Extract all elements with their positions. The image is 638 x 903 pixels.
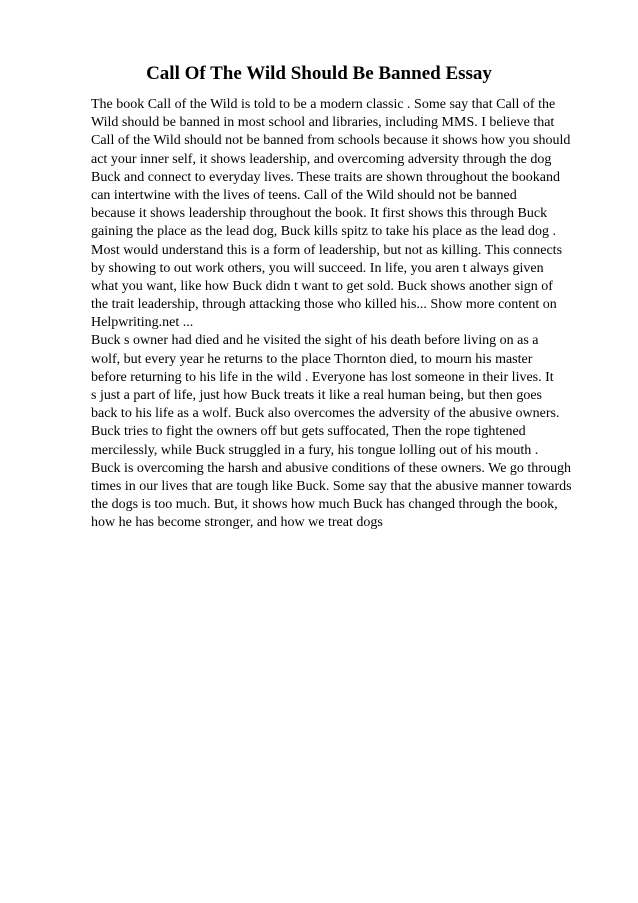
text-line: by showing to out work others, you will succeed. In life, you aren t always given bbox=[91, 260, 544, 276]
text-line: what you want, like how Buck didn t want to get sold. Buck shows another sign of bbox=[91, 278, 553, 294]
text-line: Buck is overcoming the harsh and abusive conditions of these owners. We go through bbox=[91, 460, 571, 476]
text-line: can intertwine with the lives of teens. Call of the Wild should not be banned bbox=[91, 187, 517, 203]
text-line: times in our lives that are tough like Buck. Some say that the abusive manner towards bbox=[91, 478, 572, 494]
text-line: gaining the place as the lead dog, Buck kills spitz to take his place as the lead dog . bbox=[91, 224, 556, 240]
text-line: Buck tries to fight the owners off but gets suffocated, Then the rope tightened bbox=[91, 424, 526, 440]
text-line: Wild should be banned in most school and libraries, including MMS. I believe that bbox=[91, 115, 555, 131]
text-line: the dogs is too much. But, it shows how much Buck has changed through the book, bbox=[91, 497, 558, 513]
essay-body bbox=[91, 96, 601, 533]
text-line: back to his life as a wolf. Buck also overcomes the adversity of the abusive owners. bbox=[91, 406, 560, 422]
text-line: Call of the Wild should not be banned from schools because it shows how you should bbox=[91, 133, 571, 149]
text-line: because it shows leadership throughout the book. It first shows this through Buck bbox=[91, 206, 548, 222]
text-line: how he has become stronger, and how we treat dogs bbox=[91, 515, 383, 531]
text-line: The book Call of the Wild is told to be a modern classic . Some say that Call of the bbox=[91, 97, 556, 112]
text-line: Buck and connect to everyday lives. These traits are shown throughout the bookand bbox=[91, 169, 561, 185]
text-line: the trait leadership, through attacking those who killed his... Show more content on bbox=[91, 297, 557, 313]
text-line: wolf, but every year he returns to the place Thornton died, to mourn his master bbox=[91, 351, 533, 367]
text-line: Most would understand this is a form of leadership, but not as killing. This connects bbox=[91, 242, 563, 258]
text-line: mercilessly, while Buck struggled in a fury, his tongue lolling out of his mouth . bbox=[91, 442, 539, 458]
text-line: Buck s owner had died and he visited the sight of his death before living on as a bbox=[91, 333, 539, 349]
document-title: Call Of The Wild Should Be Banned Essay bbox=[146, 63, 492, 84]
text-line: s just a part of life, just how Buck treats it like a real human being, but then goes bbox=[91, 388, 543, 403]
helpwriting-link: Helpwriting.net ... bbox=[91, 315, 194, 331]
text-line: before returning to his life in the wild . Everyone has lost someone in their lives. It bbox=[91, 369, 554, 385]
text-line: act your inner self, it shows leadership, and overcoming adversity through the dog bbox=[91, 151, 552, 167]
